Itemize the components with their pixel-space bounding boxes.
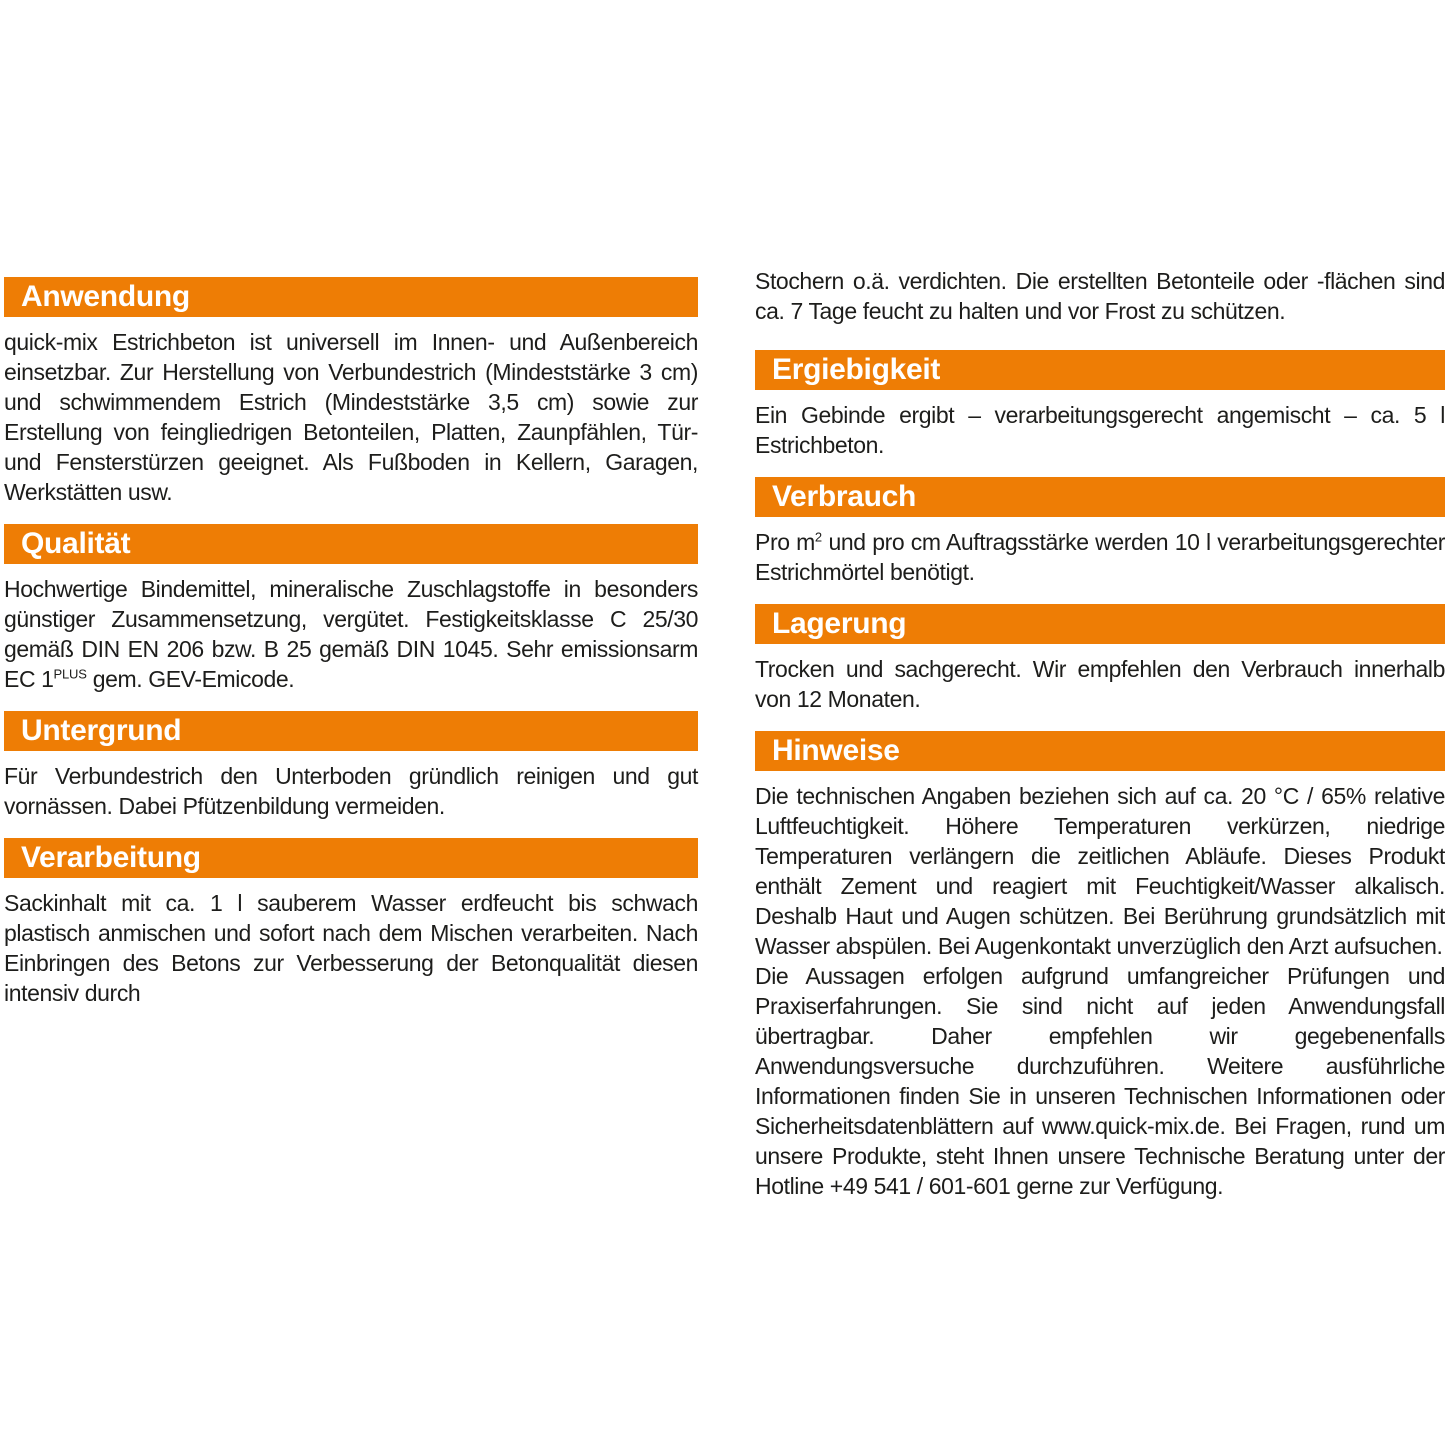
section-heading-untergrund: Untergrund [21,714,182,747]
hinweise-body-text-2: Die Aussagen erfolgen aufgrund umfangreicher Prüfungen und Praxiserfahrungen. Sie sind nicht auf jeden Anwendungsfall übertragbar. Daher empfehlen wir gegebenenfalls Anwendungsversuche durchzuführen. Weitere ausführliche Informationen finden Sie in unseren Technischen Informationen oder Sicherheitsdatenblättern auf www.quick-mix.de. Bei Fragen, rund um unsere Produkte, steht Ihnen unsere Technische Beratung unter der Hotline +49 541 / 601-601 gerne zur Verfügung. [755,963,1445,1199]
qualitaet-body-text [4,574,698,694]
section-header-ergiebigkeit [755,350,1445,390]
section-header-hinweise [755,731,1445,771]
section-heading-verarbeitung: Verarbeitung [21,841,201,874]
verbrauch-superscript: 2 [814,529,822,545]
qualitaet-superscript: PLUS [53,666,87,682]
qualitaet-body-part1: Hochwertige Bindemittel, mineralische Zuschlagstoffe in besonders günstiger Zusammensetzung, vergütet. Festigkeitsklasse C 25/30 gemäß DIN EN 206 bzw. B 25 gemäß DIN 1045. Sehr emissionsarm EC 1 [4,576,698,692]
section-heading-lagerung: Lagerung [772,607,907,640]
verarbeitung-body-text: Sackinhalt mit ca. 1 l sauberem Wasser erdfeucht bis schwach plastisch anmischen und sofort nach dem Mischen verarbeiten. Nach Einbringen des Betons zur Verbesserung der Betonqualität diesen intensiv durch [4,890,698,1006]
untergrund-body-text: Für Verbundestrich den Unterboden gründlich reinigen und gut vornässen. Dabei Pfützenbildung vermeiden. [4,763,698,819]
verbrauch-body-text [755,527,1445,587]
section-qualitaet [4,524,698,694]
two-column-layout [4,266,1445,1201]
section-header-untergrund [4,711,698,751]
section-heading-hinweise: Hinweise [772,734,900,767]
hinweise-body-text-1: Die technischen Angaben beziehen sich auf ca. 20 °C / 65% relative Luftfeuchtigkeit. Höhere Temperaturen verkürzen, niedrige Temperaturen verlängern die zeitlichen Abläufe. Dieses Produkt enthält Zement und reagiert mit Feuchtigkeit/Wasser alkalisch. Deshalb Haut und Augen schützen. Bei Berührung grundsätzlich mit Wasser abspülen. Bei Augenkontakt unverzüglich den Arzt aufsuchen. [755,783,1445,959]
verbrauch-body-part1: Pro m [755,529,815,555]
section-verbrauch [755,477,1445,587]
section-heading-verbrauch: Verbrauch [772,480,917,513]
section-heading-qualitaet: Qualität [21,527,131,560]
verarbeitung-continuation-text: Stochern o.ä. verdichten. Die erstellten Betonteile oder -flächen sind ca. 7 Tage feucht zu halten und vor Frost zu schützen. [755,268,1445,324]
lagerung-body-text: Trocken und sachgerecht. Wir empfehlen den Verbrauch innerhalb von 12 Monaten. [755,656,1445,712]
section-untergrund [4,711,698,821]
qualitaet-body-part2: gem. GEV-Emicode. [86,666,295,692]
section-header-verarbeitung [4,838,698,878]
section-header-verbrauch [755,477,1445,517]
anwendung-body-text: quick-mix Estrichbeton ist universell im Innen- und Außenbereich einsetzbar. Zur Herstellung von Verbundestrich (Mindeststärke 3 cm) und schwimmendem Estrich (Mindeststärke 3,5 cm) sowie zur Erstellung von feingliedrigen Betonteilen, Platten, Zaunpfählen, Tür- und Fensterstürzen geeignet. Als Fußboden in Kellern, Garagen, Werkstätten usw. [4,329,698,505]
section-heading-ergiebigkeit: Ergiebigkeit [772,353,941,386]
section-lagerung [755,604,1445,714]
section-ergiebigkeit [755,350,1445,460]
verbrauch-body-part2: und pro cm Auftragsstärke werden 10 l verarbeitungsgerechter Estrichmörtel benötigt. [755,529,1445,585]
section-header-lagerung [755,604,1445,644]
left-column [4,266,698,1025]
section-hinweise [755,731,1445,1201]
right-column [755,266,1445,1201]
section-verarbeitung [4,838,698,1008]
section-heading-anwendung: Anwendung [21,280,190,313]
section-header-anwendung [4,277,698,317]
section-header-qualitaet [4,524,698,564]
section-anwendung [4,277,698,507]
ergiebigkeit-body-text: Ein Gebinde ergibt – verarbeitungsgerecht angemischt – ca. 5 l Estrichbeton. [755,402,1445,458]
